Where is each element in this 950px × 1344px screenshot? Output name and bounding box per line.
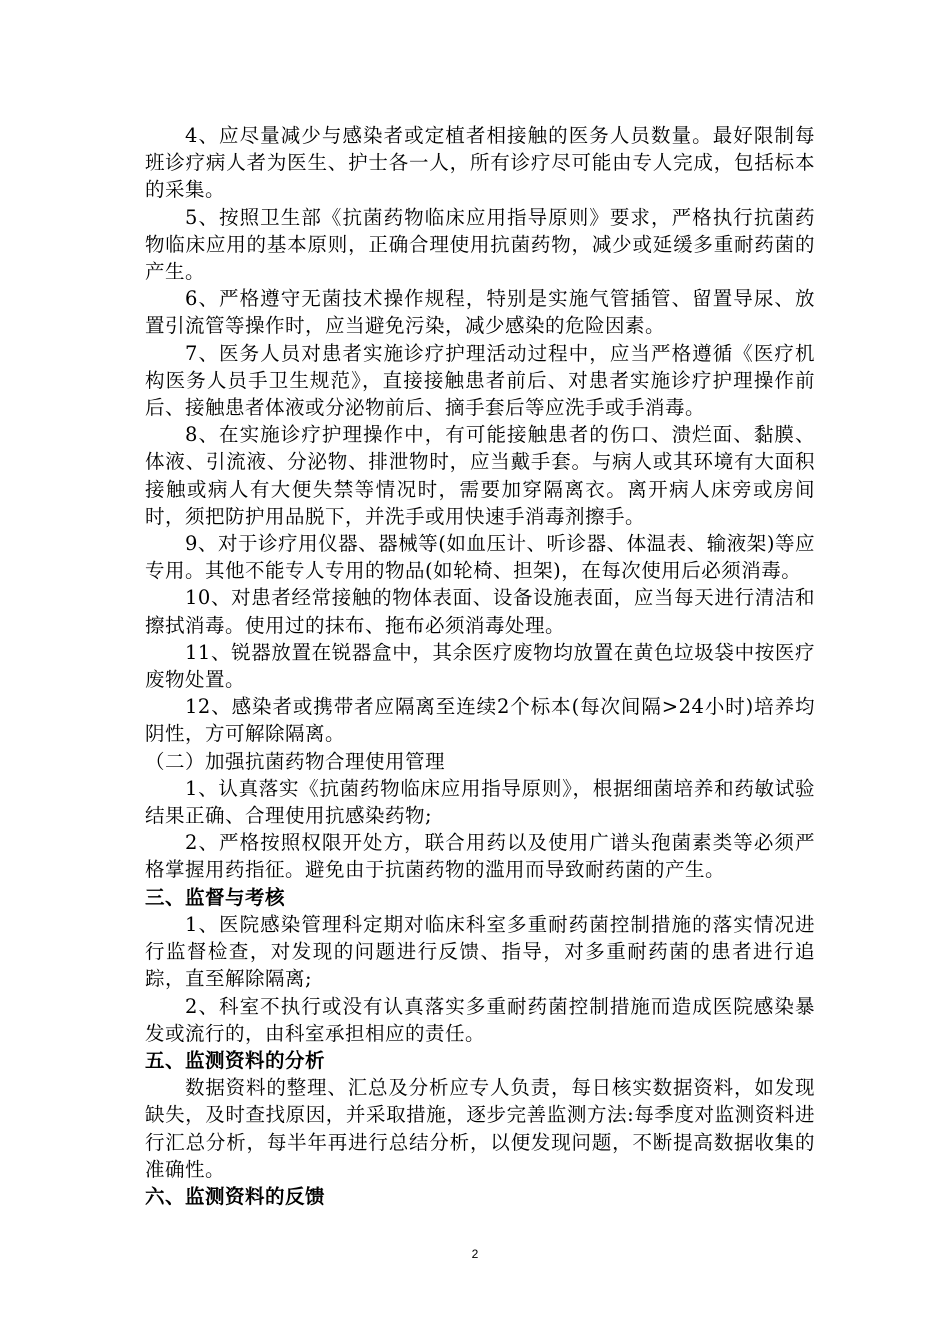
section-heading-analysis: 五、监测资料的分析: [145, 1048, 326, 1072]
document-body: [145, 122, 815, 1210]
paragraph-item-4: 4、应尽量减少与感染者或定植者相接触的医务人员数量。最好限制每班诊疗病人者为医生、护士各一人，所有诊疗尽可能由专人完成，包括标本的采集。: [145, 124, 815, 202]
paragraph-analysis: 数据资料的整理、汇总及分析应专人负责，每日核实数据资料，如发现缺失，及时查找原因，并采取措施，逐步完善监测方法:每季度对监测资料进行汇总分析，每半年再进行总结分析，以便发现问题，不断提高数据收集的准确性。: [145, 1076, 815, 1181]
page-number: 2: [471, 1247, 479, 1261]
paragraph-supervision-1: 1、医院感染管理科定期对临床科室多重耐药菌控制措施的落实情况进行监督检查，对发现的问题进行反馈、指导，对多重耐药菌的患者进行追踪，直至解除隔离;: [145, 912, 815, 991]
paragraph-supervision-2: 2、科室不执行或没有认真落实多重耐药菌控制措施而造成医院感染暴发或流行的，由科室承担相应的责任。: [145, 994, 815, 1045]
subsection-heading: （二）加强抗菌药物合理使用管理: [145, 749, 446, 773]
paragraph-item-9: 9、对于诊疗用仪器、器械等(如血压计、听诊器、体温表、输液架)等应专用。其他不能专人专用的物品(如轮椅、担架)，在每次使用后必须消毒。: [145, 532, 815, 583]
paragraph-item-6: 6、严格遵守无菌技术操作规程，特别是实施气管插管、留置导尿、放置引流管等操作时，应当避免污染，减少感染的危险因素。: [145, 287, 815, 338]
paragraph-item-12: 12、感染者或携带者应隔离至连续2个标本(每次间隔>24小时)培养均阴性，方可解除隔离。: [145, 695, 815, 746]
paragraph-antibiotic-1: 1、认真落实《抗菌药物临床应用指导原则》，根据细菌培养和药敏试验结果正确、合理使用抗感染药物;: [145, 776, 815, 828]
paragraph-item-5: 5、按照卫生部《抗菌药物临床应用指导原则》要求，严格执行抗菌药物临床应用的基本原则，正确合理使用抗菌药物，减少或延缓多重耐药菌的产生。: [145, 205, 815, 284]
section-heading-supervision: 三、监督与考核: [145, 885, 286, 909]
section-heading-feedback: 六、监测资料的反馈: [145, 1184, 326, 1208]
paragraph-item-11: 11、锐器放置在锐器盒中，其余医疗废物均放置在黄色垃圾袋中按医疗废物处置。: [145, 640, 815, 692]
paragraph-item-10: 10、对患者经常接触的物体表面、设备设施表面，应当每天进行清洁和擦拭消毒。使用过的抹布、拖布必须消毒处理。: [145, 586, 815, 637]
paragraph-item-8: 8、在实施诊疗护理操作中，有可能接触患者的伤口、溃烂面、黏膜、体液、引流液、分泌物、排泄物时，应当戴手套。与病人或其环境有大面积接触或病人有大便失禁等情况时，需要加穿隔离衣。离开病人床旁或房间时，须把防护用品脱下，并洗手或用快速手消毒剂擦手。: [145, 423, 815, 528]
paragraph-item-7: 7、医务人员对患者实施诊疗护理活动过程中，应当严格遵循《医疗机构医务人员手卫生规范》，直接接触患者前后、对患者实施诊疗护理操作前后、接触患者体液或分泌物前后、摘手套后等应洗手或手消毒。: [145, 341, 815, 420]
paragraph-antibiotic-2: 2、严格按照权限开处方，联合用药以及使用广谱头孢菌素类等必须严格掌握用药指征。避免由于抗菌药物的滥用而导致耐药菌的产生。: [145, 831, 815, 882]
